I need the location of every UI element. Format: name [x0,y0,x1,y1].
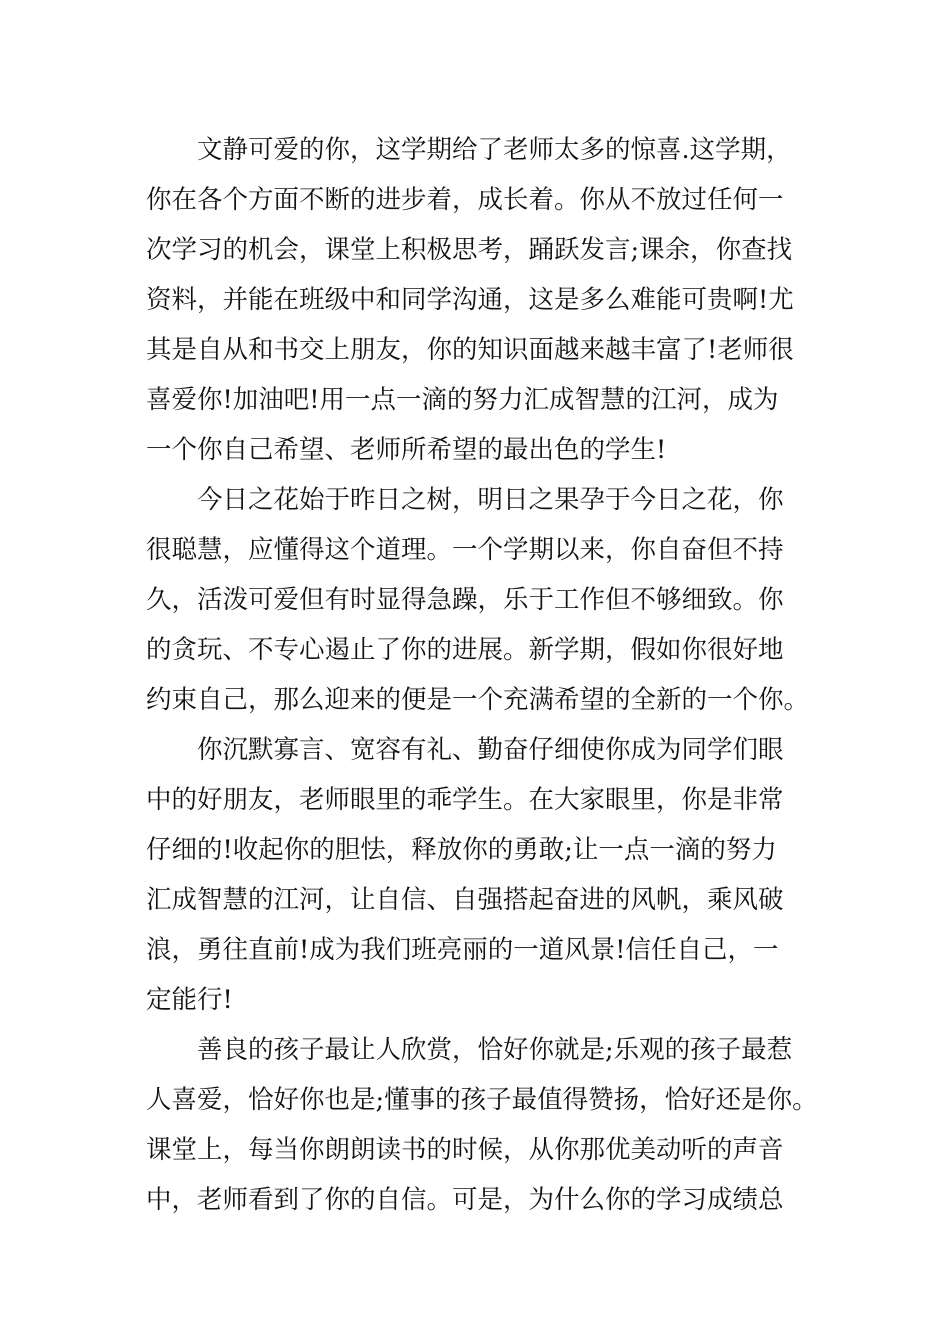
text-line: 文静可爱的你，这学期给了老师太多的惊喜.这学期， [146,135,792,165]
text-line: 人喜爱，恰好你也是;懂事的孩子最值得赞扬，恰好还是你。 [146,1085,818,1115]
text-line: 久，活泼可爱但有时显得急躁，乐于工作但不够细致。你 [146,585,784,615]
text-line: 浪，勇往直前!成为我们班亮丽的一道风景!信任自己，一 [146,935,779,965]
text-line: 课堂上，每当你朗朗读书的时候，从你那优美动听的声音 [146,1135,784,1165]
text-line: 次学习的机会，课堂上积极思考，踊跃发言;课余，你查找 [146,235,793,265]
text-line: 汇成智慧的江河，让自信、自强搭起奋进的风帆，乘风破 [146,885,784,915]
text-line: 一个你自己希望、老师所希望的最出色的学生! [146,435,667,465]
text-line: 你在各个方面不断的进步着，成长着。你从不放过任何一 [146,185,784,215]
text-line: 很聪慧，应懂得这个道理。一个学期以来，你自奋但不持 [146,535,784,565]
text-line: 中，老师看到了你的自信。可是，为什么你的学习成绩总 [146,1185,784,1215]
text-line: 仔细的!收起你的胆怯，释放你的勇敢;让一点一滴的努力 [146,835,777,865]
text-line: 约束自己，那么迎来的便是一个充满希望的全新的一个你。 [146,685,810,715]
text-line: 你沉默寡言、宽容有礼、勤奋仔细使你成为同学们眼 [146,735,784,765]
text-line: 其是自从和书交上朋友，你的知识面越来越丰富了!老师很 [146,335,794,365]
text-line: 定能行! [146,985,233,1015]
text-line: 今日之花始于昨日之树，明日之果孕于今日之花，你 [146,485,784,515]
text-line: 善良的孩子最让人欣赏，恰好你就是;乐观的孩子最惹 [146,1035,793,1065]
document-body [146,125,826,1225]
text-line: 的贪玩、不专心遏止了你的进展。新学期，假如你很好地 [146,635,784,665]
text-line: 资料，并能在班级中和同学沟通，这是多么难能可贵啊!尤 [146,285,794,315]
text-line: 中的好朋友，老师眼里的乖学生。在大家眼里，你是非常 [146,785,784,815]
text-line: 喜爱你!加油吧!用一点一滴的努力汇成智慧的江河，成为 [146,385,779,415]
